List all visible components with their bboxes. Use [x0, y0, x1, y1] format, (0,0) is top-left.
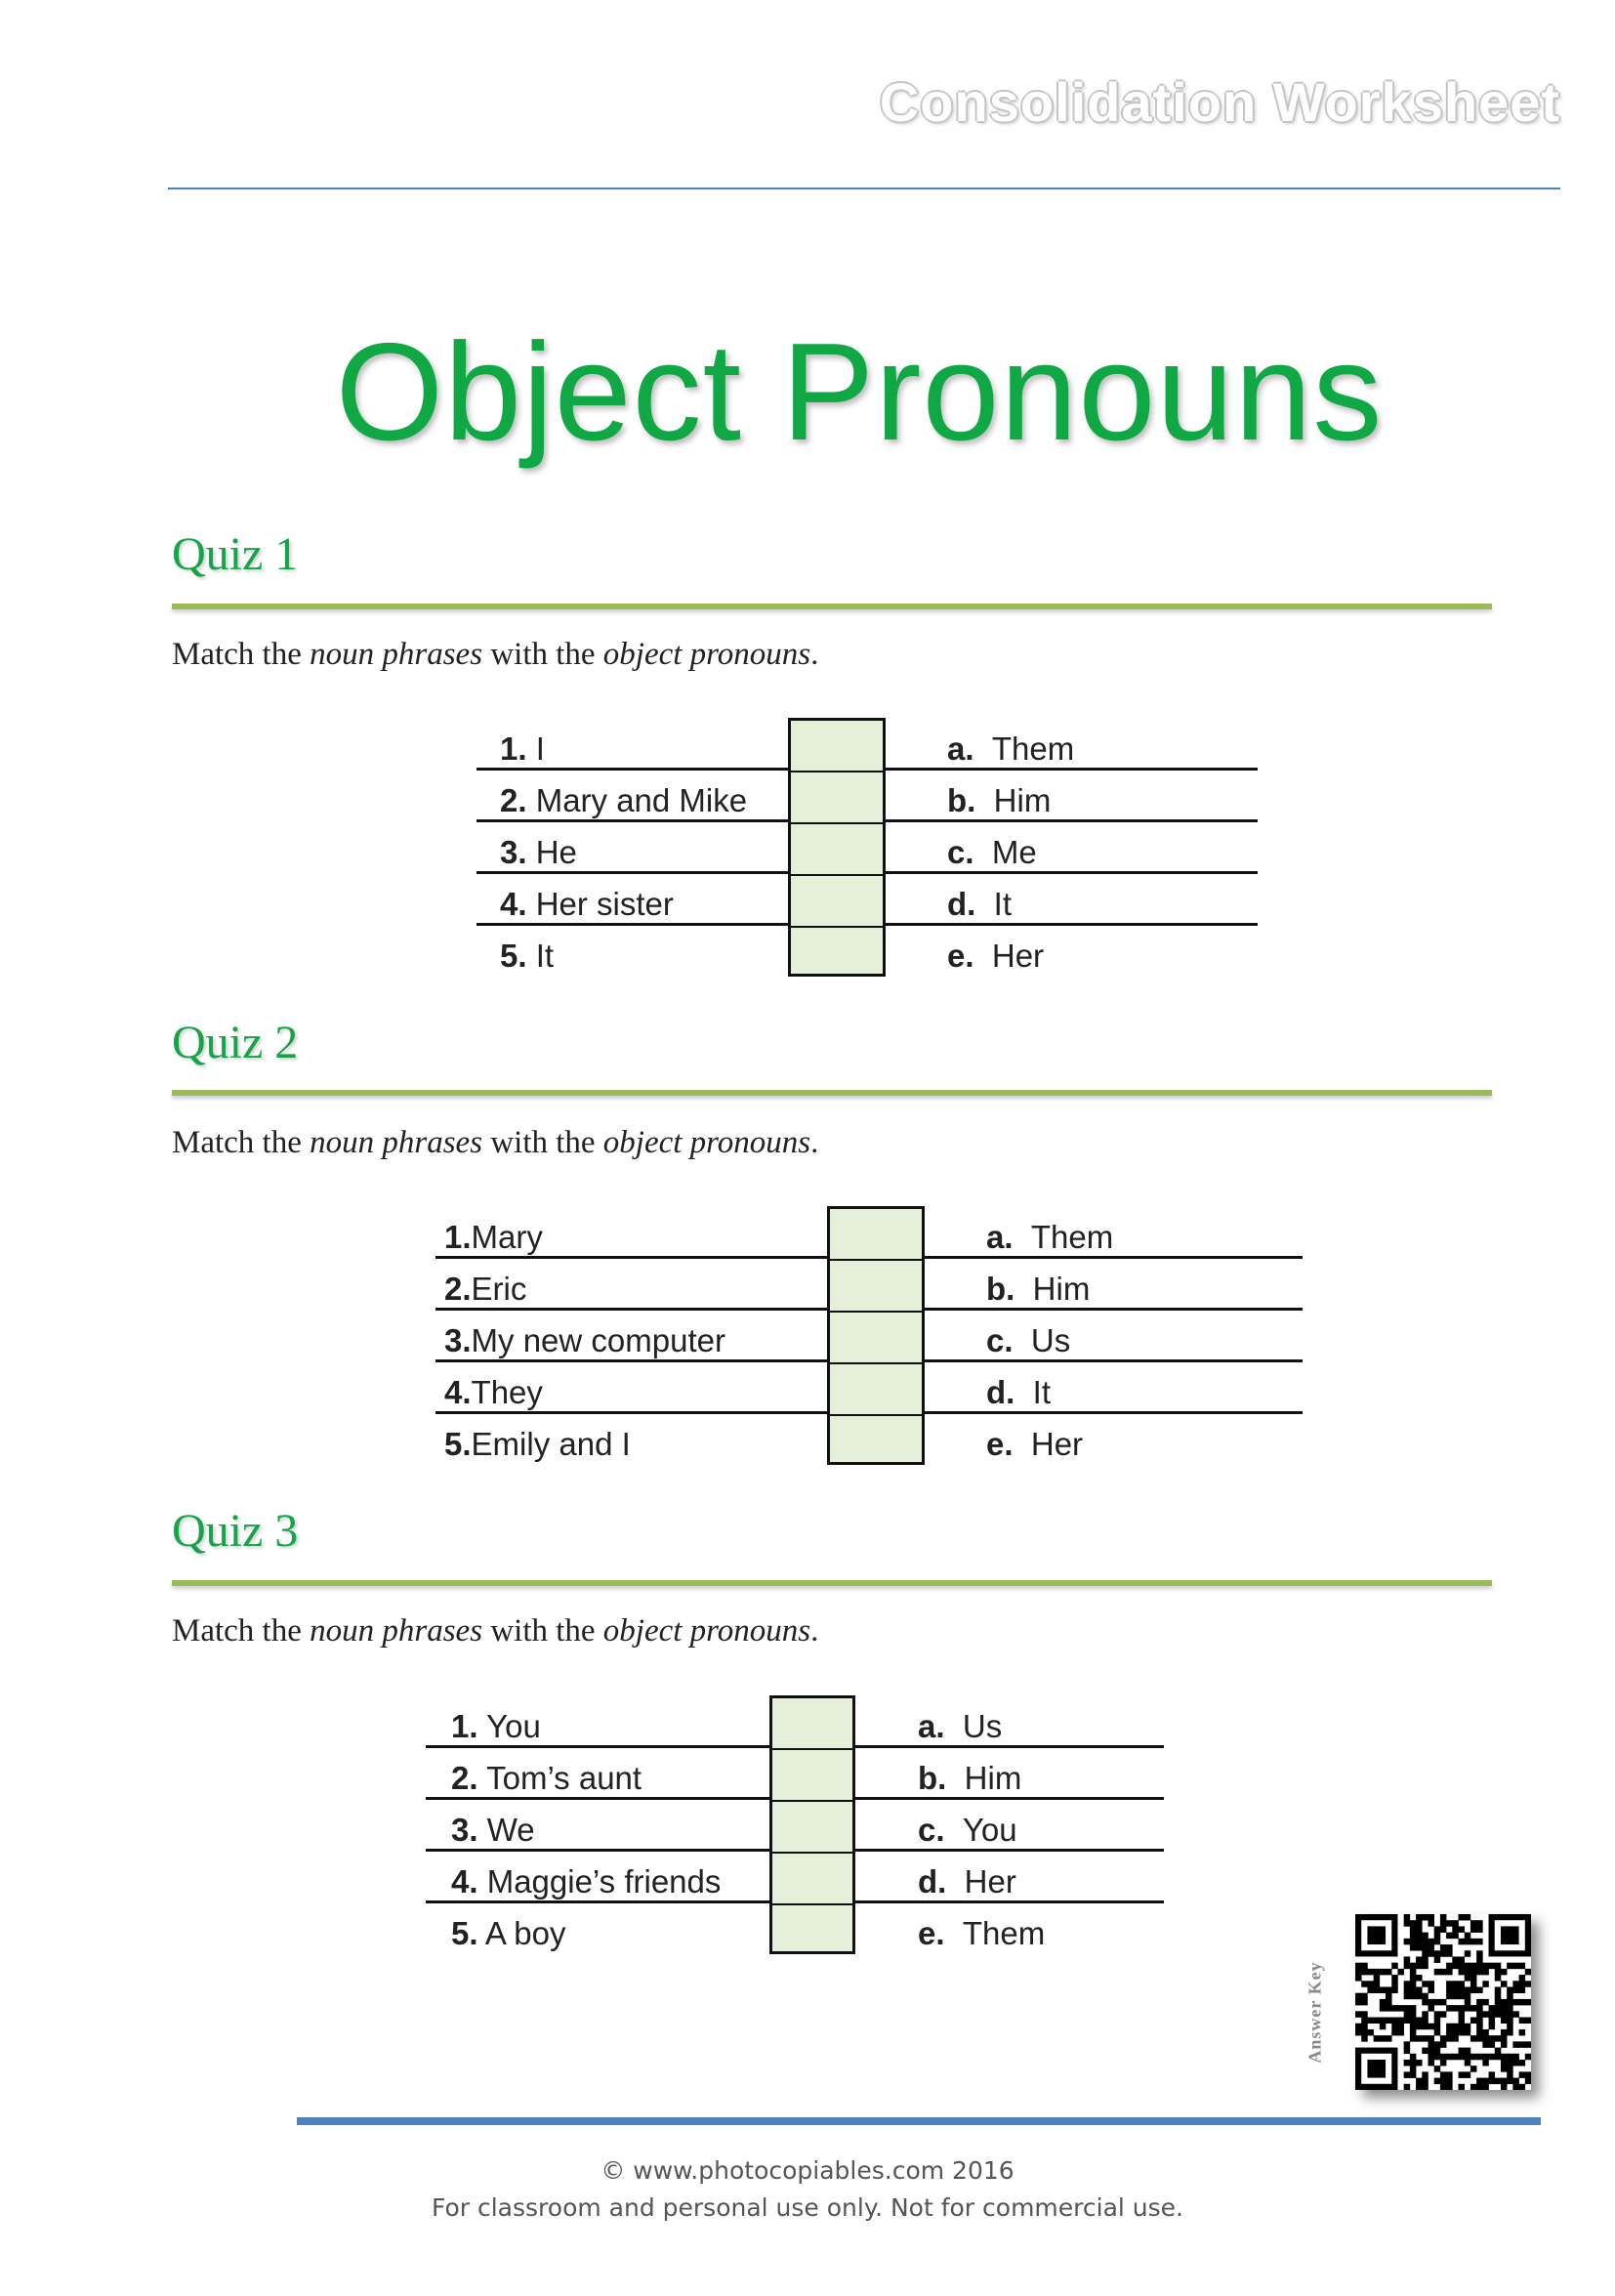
noun-phrase-text: Tom’s aunt: [486, 1760, 642, 1796]
noun-phrase-text: You: [486, 1708, 541, 1744]
quiz-3-instruction: Match the noun phrases with the object pronouns.: [172, 1613, 819, 1649]
row-rule-right: [925, 1256, 1303, 1259]
header-rule: [168, 188, 1560, 189]
pronoun-option: [918, 1902, 1045, 1954]
answer-box-divider: [791, 874, 883, 876]
answer-box-divider: [791, 822, 883, 824]
answer-key-label: Answer Key: [1304, 1961, 1325, 2064]
answer-box-divider: [772, 1800, 852, 1802]
noun-phrase-item: [500, 925, 554, 977]
option-letter: d.: [918, 1863, 947, 1899]
footer-rule: [297, 2117, 1541, 2125]
pronoun-text: Us: [1030, 1322, 1071, 1358]
item-number: 4.: [444, 1374, 472, 1410]
item-number: 2.: [444, 1271, 472, 1307]
item-number: 1.: [500, 731, 527, 767]
noun-phrase-item: [444, 1258, 526, 1310]
pronoun-option: [918, 1747, 1021, 1799]
option-letter: a.: [986, 1219, 1014, 1255]
pronoun-text: Them: [962, 1915, 1046, 1951]
quiz-3-rule: [172, 1580, 1492, 1586]
worksheet-header-label: Consolidation Worksheet: [879, 71, 1560, 133]
option-letter: c.: [947, 834, 974, 870]
pronoun-text: Her: [991, 938, 1045, 974]
pronoun-option: [986, 1258, 1090, 1310]
answer-box-column[interactable]: [788, 718, 886, 977]
row-rule-right: [886, 871, 1258, 874]
answer-box-divider: [830, 1414, 922, 1416]
item-number: 5.: [444, 1426, 472, 1462]
pronoun-text: Her: [964, 1863, 1016, 1899]
noun-phrase-item: [500, 770, 747, 821]
item-number: 3.: [444, 1322, 472, 1358]
noun-phrase-item: [451, 1747, 642, 1799]
noun-phrase-text: We: [486, 1812, 535, 1848]
option-letter: b.: [986, 1271, 1015, 1307]
answer-box-divider: [772, 1852, 852, 1854]
row-rule-right: [925, 1308, 1303, 1311]
noun-phrase-text: Her sister: [535, 886, 674, 922]
noun-phrase-text: Eric: [471, 1271, 527, 1307]
quiz-2-heading: Quiz 2: [172, 1017, 299, 1068]
item-number: 2.: [451, 1760, 478, 1796]
item-number: 3.: [451, 1812, 478, 1848]
answer-box-divider: [830, 1311, 922, 1313]
answer-box-divider: [791, 926, 883, 928]
quiz-3-heading: Quiz 3: [172, 1505, 299, 1557]
option-letter: e.: [918, 1915, 945, 1951]
answer-box-divider: [791, 771, 883, 772]
row-rule-right: [925, 1359, 1303, 1362]
option-letter: e.: [947, 938, 974, 974]
pronoun-text: Me: [991, 834, 1037, 870]
option-letter: a.: [947, 731, 974, 767]
answer-box-column[interactable]: [769, 1695, 855, 1954]
noun-phrase-item: [444, 1361, 543, 1413]
page-title: Object Pronouns: [335, 314, 1384, 470]
item-number: 3.: [500, 834, 527, 870]
quiz-2-rule: [172, 1090, 1492, 1096]
item-number: 5.: [500, 938, 527, 974]
noun-phrase-text: He: [535, 834, 577, 870]
pronoun-option: [918, 1851, 1016, 1902]
pronoun-option: [947, 821, 1037, 873]
item-number: 5.: [451, 1915, 478, 1951]
noun-phrase-item: [444, 1413, 631, 1465]
noun-phrase-text: Maggie’s friends: [486, 1863, 722, 1899]
option-letter: b.: [947, 782, 976, 818]
answer-box-divider: [830, 1259, 922, 1261]
quiz-1-heading: Quiz 1: [172, 528, 299, 580]
answer-box-column[interactable]: [827, 1206, 925, 1465]
item-number: 2.: [500, 782, 527, 818]
item-number: 1.: [451, 1708, 478, 1744]
option-letter: b.: [918, 1760, 947, 1796]
item-number: 4.: [500, 886, 527, 922]
footer-copyright: © www.photocopiables.com 2016: [600, 2156, 1015, 2185]
qr-code-image: [1355, 1914, 1531, 2090]
pronoun-text: Him: [1032, 1271, 1091, 1307]
noun-phrase-text: My new computer: [471, 1322, 725, 1358]
pronoun-text: Him: [964, 1760, 1022, 1796]
noun-phrase-text: Mary and Mike: [535, 782, 748, 818]
noun-phrase-text: Mary: [471, 1219, 543, 1255]
pronoun-option: [918, 1695, 1002, 1747]
option-letter: d.: [986, 1374, 1015, 1410]
row-rule-right: [886, 819, 1258, 822]
pronoun-option: [947, 873, 1012, 925]
noun-phrase-text: It: [535, 938, 555, 974]
pronoun-text: Him: [993, 782, 1052, 818]
quiz-2-instruction: Match the noun phrases with the object pronouns.: [172, 1125, 819, 1160]
noun-phrase-item: [500, 718, 545, 770]
noun-phrase-text: A boy: [484, 1915, 566, 1951]
row-rule-right: [925, 1411, 1303, 1414]
option-letter: c.: [986, 1322, 1014, 1358]
pronoun-option: [947, 770, 1051, 821]
quiz-1-instruction: Match the noun phrases with the object pronouns.: [172, 637, 819, 672]
pronoun-text: Them: [991, 731, 1075, 767]
pronoun-text: Them: [1030, 1219, 1114, 1255]
noun-phrase-item: [451, 1799, 535, 1851]
noun-phrase-text: I: [535, 731, 545, 767]
qr-code[interactable]: [1355, 1914, 1531, 2090]
row-rule-right: [886, 923, 1258, 926]
noun-phrase-item: [500, 873, 674, 925]
noun-phrase-item: [444, 1310, 725, 1361]
noun-phrase-item: [451, 1902, 565, 1954]
quiz-1-rule: [172, 604, 1492, 609]
noun-phrase-item: [451, 1851, 721, 1902]
answer-box-divider: [772, 1748, 852, 1750]
option-letter: a.: [918, 1708, 945, 1744]
pronoun-text: You: [962, 1812, 1017, 1848]
noun-phrase-item: [500, 821, 577, 873]
item-number: 1.: [444, 1219, 472, 1255]
footer-usage-note: For classroom and personal use only. Not for commercial use.: [431, 2193, 1183, 2222]
noun-phrase-text: Emily and I: [471, 1426, 631, 1462]
pronoun-option: [918, 1799, 1017, 1851]
answer-box-divider: [772, 1903, 852, 1905]
noun-phrase-text: They: [471, 1374, 543, 1410]
pronoun-text: Us: [962, 1708, 1003, 1744]
noun-phrase-item: [444, 1206, 543, 1258]
pronoun-option: [986, 1310, 1070, 1361]
pronoun-text: It: [993, 886, 1013, 922]
option-letter: c.: [918, 1812, 945, 1848]
item-number: 4.: [451, 1863, 478, 1899]
option-letter: d.: [947, 886, 976, 922]
row-rule-right: [886, 768, 1258, 771]
pronoun-option: [986, 1206, 1113, 1258]
pronoun-option: [947, 718, 1074, 770]
pronoun-text: It: [1032, 1374, 1052, 1410]
pronoun-option: [986, 1361, 1051, 1413]
noun-phrase-item: [451, 1695, 541, 1747]
pronoun-text: Her: [1030, 1426, 1084, 1462]
pronoun-option: [986, 1413, 1083, 1465]
option-letter: e.: [986, 1426, 1014, 1462]
pronoun-option: [947, 925, 1044, 977]
answer-box-divider: [830, 1362, 922, 1364]
